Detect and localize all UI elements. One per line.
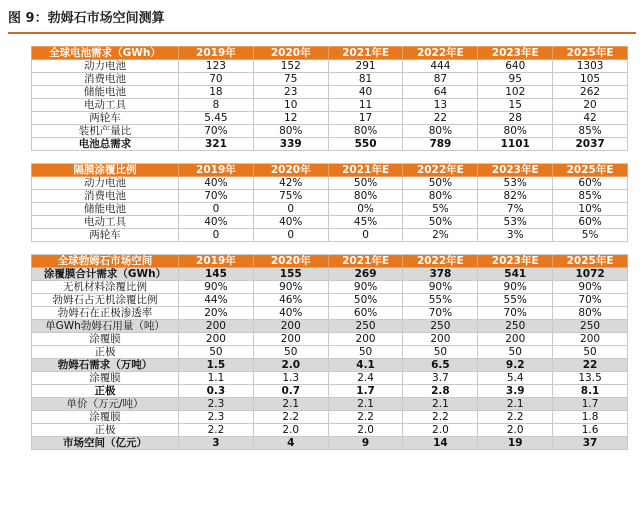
value-cell: 321 (179, 138, 254, 151)
value-cell: 45% (328, 216, 403, 229)
value-cell: 87 (403, 73, 478, 86)
value-cell: 2.1 (253, 398, 328, 411)
table-row (32, 346, 628, 359)
year-header-cell: 2021年E (328, 164, 403, 177)
value-cell: 90% (403, 281, 478, 294)
value-cell: 1303 (553, 60, 628, 73)
row-label-cell: 涂覆膜 (32, 372, 179, 385)
value-cell: 1.3 (253, 372, 328, 385)
value-cell: 2.0 (403, 424, 478, 437)
year-header-cell: 2019年 (179, 255, 254, 268)
value-cell: 80% (478, 125, 553, 138)
value-cell: 0.7 (253, 385, 328, 398)
value-cell: 1072 (553, 268, 628, 281)
row-label-cell: 涂覆膜 (32, 411, 179, 424)
year-header-cell: 2025年E (553, 255, 628, 268)
row-label-cell: 电动工具 (32, 99, 179, 112)
row-label-cell: 两轮车 (32, 112, 179, 125)
value-cell: 70% (553, 294, 628, 307)
value-cell: 0.3 (179, 385, 254, 398)
value-cell: 90% (328, 281, 403, 294)
value-cell: 250 (478, 320, 553, 333)
value-cell: 2.8 (403, 385, 478, 398)
value-cell: 789 (403, 138, 478, 151)
value-cell: 2037 (553, 138, 628, 151)
value-cell: 2.2 (253, 411, 328, 424)
value-cell: 3 (179, 437, 254, 450)
row-label-cell: 正极 (32, 346, 179, 359)
value-cell: 5.45 (179, 112, 254, 125)
table-row (32, 411, 628, 424)
value-cell: 14 (403, 437, 478, 450)
figure-title: 图 9：勃姆石市场空间测算 (8, 8, 636, 34)
row-label-cell: 勃姆石需求（万吨） (32, 359, 179, 372)
value-cell: 1.8 (553, 411, 628, 424)
value-cell: 0 (179, 229, 254, 242)
value-cell: 80% (328, 125, 403, 138)
row-label-cell: 动力电池 (32, 60, 179, 73)
value-cell: 70 (179, 73, 254, 86)
table-row (32, 437, 628, 450)
row-label-cell: 装机产量比 (32, 125, 179, 138)
value-cell: 5% (553, 229, 628, 242)
table-row (32, 190, 628, 203)
value-cell: 1.1 (179, 372, 254, 385)
year-header-cell: 2020年 (253, 47, 328, 60)
table-row (32, 229, 628, 242)
value-cell: 2.3 (179, 411, 254, 424)
value-cell: 2.2 (328, 411, 403, 424)
value-cell: 102 (478, 86, 553, 99)
section-header-row (32, 47, 628, 60)
value-cell: 2.0 (478, 424, 553, 437)
section-header-row (32, 255, 628, 268)
year-header-cell: 2019年 (179, 47, 254, 60)
value-cell: 85% (553, 125, 628, 138)
table-row (32, 203, 628, 216)
value-cell: 1.5 (179, 359, 254, 372)
value-cell: 44% (179, 294, 254, 307)
value-cell: 50% (328, 294, 403, 307)
value-cell: 200 (253, 320, 328, 333)
value-cell: 2% (403, 229, 478, 242)
year-header-cell: 2020年 (253, 164, 328, 177)
value-cell: 9 (328, 437, 403, 450)
market-table (31, 46, 628, 450)
value-cell: 8.1 (553, 385, 628, 398)
table-row (32, 333, 628, 346)
value-cell: 13.5 (553, 372, 628, 385)
value-cell: 0% (328, 203, 403, 216)
value-cell: 40% (253, 216, 328, 229)
value-cell: 81 (328, 73, 403, 86)
value-cell: 70% (179, 125, 254, 138)
value-cell: 28 (478, 112, 553, 125)
value-cell: 1.6 (553, 424, 628, 437)
value-cell: 80% (403, 190, 478, 203)
value-cell: 339 (253, 138, 328, 151)
table-row (32, 398, 628, 411)
value-cell: 60% (553, 216, 628, 229)
year-header-cell: 2025年E (553, 164, 628, 177)
value-cell: 75% (253, 190, 328, 203)
value-cell: 1101 (478, 138, 553, 151)
section-gap (32, 242, 628, 255)
value-cell: 40% (179, 177, 254, 190)
value-cell: 50% (403, 177, 478, 190)
value-cell: 55% (403, 294, 478, 307)
table-row (32, 73, 628, 86)
value-cell: 82% (478, 190, 553, 203)
value-cell: 70% (403, 307, 478, 320)
table-row (32, 294, 628, 307)
table-row (32, 125, 628, 138)
year-header-cell: 2019年 (179, 164, 254, 177)
table-row (32, 216, 628, 229)
table-row (32, 268, 628, 281)
value-cell: 250 (403, 320, 478, 333)
value-cell: 152 (253, 60, 328, 73)
value-cell: 2.2 (403, 411, 478, 424)
value-cell: 2.0 (253, 359, 328, 372)
section-header-row (32, 164, 628, 177)
value-cell: 0 (253, 203, 328, 216)
value-cell: 262 (553, 86, 628, 99)
value-cell: 155 (253, 268, 328, 281)
value-cell: 2.2 (179, 424, 254, 437)
value-cell: 550 (328, 138, 403, 151)
value-cell: 60% (328, 307, 403, 320)
row-label-cell: 单GWh勃姆石用量（吨） (32, 320, 179, 333)
section-gap (32, 151, 628, 164)
value-cell: 2.1 (478, 398, 553, 411)
year-header-cell: 2020年 (253, 255, 328, 268)
value-cell: 13 (403, 99, 478, 112)
value-cell: 123 (179, 60, 254, 73)
value-cell: 1.7 (328, 385, 403, 398)
value-cell: 200 (403, 333, 478, 346)
value-cell: 70% (179, 190, 254, 203)
value-cell: 85% (553, 190, 628, 203)
value-cell: 80% (253, 125, 328, 138)
table-row (32, 359, 628, 372)
value-cell: 90% (553, 281, 628, 294)
value-cell: 15 (478, 99, 553, 112)
value-cell: 12 (253, 112, 328, 125)
value-cell: 444 (403, 60, 478, 73)
value-cell: 640 (478, 60, 553, 73)
value-cell: 7% (478, 203, 553, 216)
value-cell: 3.7 (403, 372, 478, 385)
value-cell: 0 (253, 229, 328, 242)
row-label-cell: 无机材料涂覆比例 (32, 281, 179, 294)
table-row (32, 281, 628, 294)
row-label-cell: 涂覆膜 (32, 333, 179, 346)
value-cell: 541 (478, 268, 553, 281)
value-cell: 10% (553, 203, 628, 216)
value-cell: 50 (179, 346, 254, 359)
table-row (32, 60, 628, 73)
table-row (32, 112, 628, 125)
table-row (32, 307, 628, 320)
value-cell: 50 (478, 346, 553, 359)
row-label-cell: 消费电池 (32, 190, 179, 203)
row-label-cell: 勃姆石在正极渗透率 (32, 307, 179, 320)
value-cell: 40% (253, 307, 328, 320)
row-label-cell: 电动工具 (32, 216, 179, 229)
value-cell: 53% (478, 177, 553, 190)
table-row (32, 320, 628, 333)
value-cell: 40% (179, 216, 254, 229)
value-cell: 80% (553, 307, 628, 320)
value-cell: 0 (328, 229, 403, 242)
value-cell: 200 (478, 333, 553, 346)
value-cell: 200 (179, 320, 254, 333)
value-cell: 6.5 (403, 359, 478, 372)
value-cell: 9.2 (478, 359, 553, 372)
year-header-cell: 2023年E (478, 255, 553, 268)
value-cell: 40 (328, 86, 403, 99)
value-cell: 10 (253, 99, 328, 112)
row-label-cell: 动力电池 (32, 177, 179, 190)
table-row (32, 385, 628, 398)
value-cell: 70% (478, 307, 553, 320)
value-cell: 2.4 (328, 372, 403, 385)
table-row (32, 86, 628, 99)
row-label-cell: 储能电池 (32, 203, 179, 216)
year-header-cell: 2022年E (403, 47, 478, 60)
value-cell: 50% (328, 177, 403, 190)
value-cell: 55% (478, 294, 553, 307)
value-cell: 50 (328, 346, 403, 359)
value-cell: 50% (403, 216, 478, 229)
value-cell: 2.1 (403, 398, 478, 411)
year-header-cell: 2023年E (478, 47, 553, 60)
value-cell: 42 (553, 112, 628, 125)
row-label-cell: 正极 (32, 385, 179, 398)
section-title-cell: 隔膜涂覆比例 (32, 164, 179, 177)
value-cell: 53% (478, 216, 553, 229)
row-label-cell: 涂覆膜合计需求（GWh） (32, 268, 179, 281)
value-cell: 18 (179, 86, 254, 99)
row-label-cell: 勃姆石占无机涂覆比例 (32, 294, 179, 307)
value-cell: 200 (253, 333, 328, 346)
year-header-cell: 2022年E (403, 164, 478, 177)
year-header-cell: 2021年E (328, 255, 403, 268)
value-cell: 20% (179, 307, 254, 320)
row-label-cell: 单价（万元/吨） (32, 398, 179, 411)
table-row (32, 372, 628, 385)
table-row (32, 99, 628, 112)
value-cell: 20 (553, 99, 628, 112)
value-cell: 291 (328, 60, 403, 73)
value-cell: 200 (179, 333, 254, 346)
value-cell: 90% (478, 281, 553, 294)
value-cell: 5.4 (478, 372, 553, 385)
value-cell: 3% (478, 229, 553, 242)
year-header-cell: 2025年E (553, 47, 628, 60)
row-label-cell: 两轮车 (32, 229, 179, 242)
value-cell: 250 (553, 320, 628, 333)
year-header-cell: 2022年E (403, 255, 478, 268)
value-cell: 19 (478, 437, 553, 450)
value-cell: 90% (179, 281, 254, 294)
value-cell: 2.2 (478, 411, 553, 424)
value-cell: 23 (253, 86, 328, 99)
value-cell: 1.7 (553, 398, 628, 411)
value-cell: 37 (553, 437, 628, 450)
value-cell: 200 (328, 333, 403, 346)
value-cell: 200 (553, 333, 628, 346)
value-cell: 378 (403, 268, 478, 281)
value-cell: 22 (403, 112, 478, 125)
value-cell: 2.0 (253, 424, 328, 437)
value-cell: 3.9 (478, 385, 553, 398)
value-cell: 46% (253, 294, 328, 307)
value-cell: 64 (403, 86, 478, 99)
value-cell: 2.3 (179, 398, 254, 411)
value-cell: 145 (179, 268, 254, 281)
value-cell: 75 (253, 73, 328, 86)
value-cell: 4.1 (328, 359, 403, 372)
row-label-cell: 市场空间（亿元） (32, 437, 179, 450)
value-cell: 50 (403, 346, 478, 359)
value-cell: 50 (553, 346, 628, 359)
value-cell: 80% (403, 125, 478, 138)
value-cell: 250 (328, 320, 403, 333)
value-cell: 5% (403, 203, 478, 216)
year-header-cell: 2023年E (478, 164, 553, 177)
value-cell: 8 (179, 99, 254, 112)
value-cell: 95 (478, 73, 553, 86)
value-cell: 2.1 (328, 398, 403, 411)
value-cell: 17 (328, 112, 403, 125)
value-cell: 50 (253, 346, 328, 359)
value-cell: 4 (253, 437, 328, 450)
value-cell: 80% (328, 190, 403, 203)
row-label-cell: 电池总需求 (32, 138, 179, 151)
table-row (32, 424, 628, 437)
value-cell: 105 (553, 73, 628, 86)
year-header-cell: 2021年E (328, 47, 403, 60)
value-cell: 22 (553, 359, 628, 372)
value-cell: 90% (253, 281, 328, 294)
value-cell: 11 (328, 99, 403, 112)
value-cell: 42% (253, 177, 328, 190)
row-label-cell: 消费电池 (32, 73, 179, 86)
value-cell: 2.0 (328, 424, 403, 437)
section-title-cell: 全球电池需求（GWh） (32, 47, 179, 60)
row-label-cell: 正极 (32, 424, 179, 437)
row-label-cell: 储能电池 (32, 86, 179, 99)
table-row (32, 138, 628, 151)
section-title-cell: 全球勃姆石市场空间 (32, 255, 179, 268)
value-cell: 269 (328, 268, 403, 281)
table-row (32, 177, 628, 190)
value-cell: 60% (553, 177, 628, 190)
value-cell: 0 (179, 203, 254, 216)
